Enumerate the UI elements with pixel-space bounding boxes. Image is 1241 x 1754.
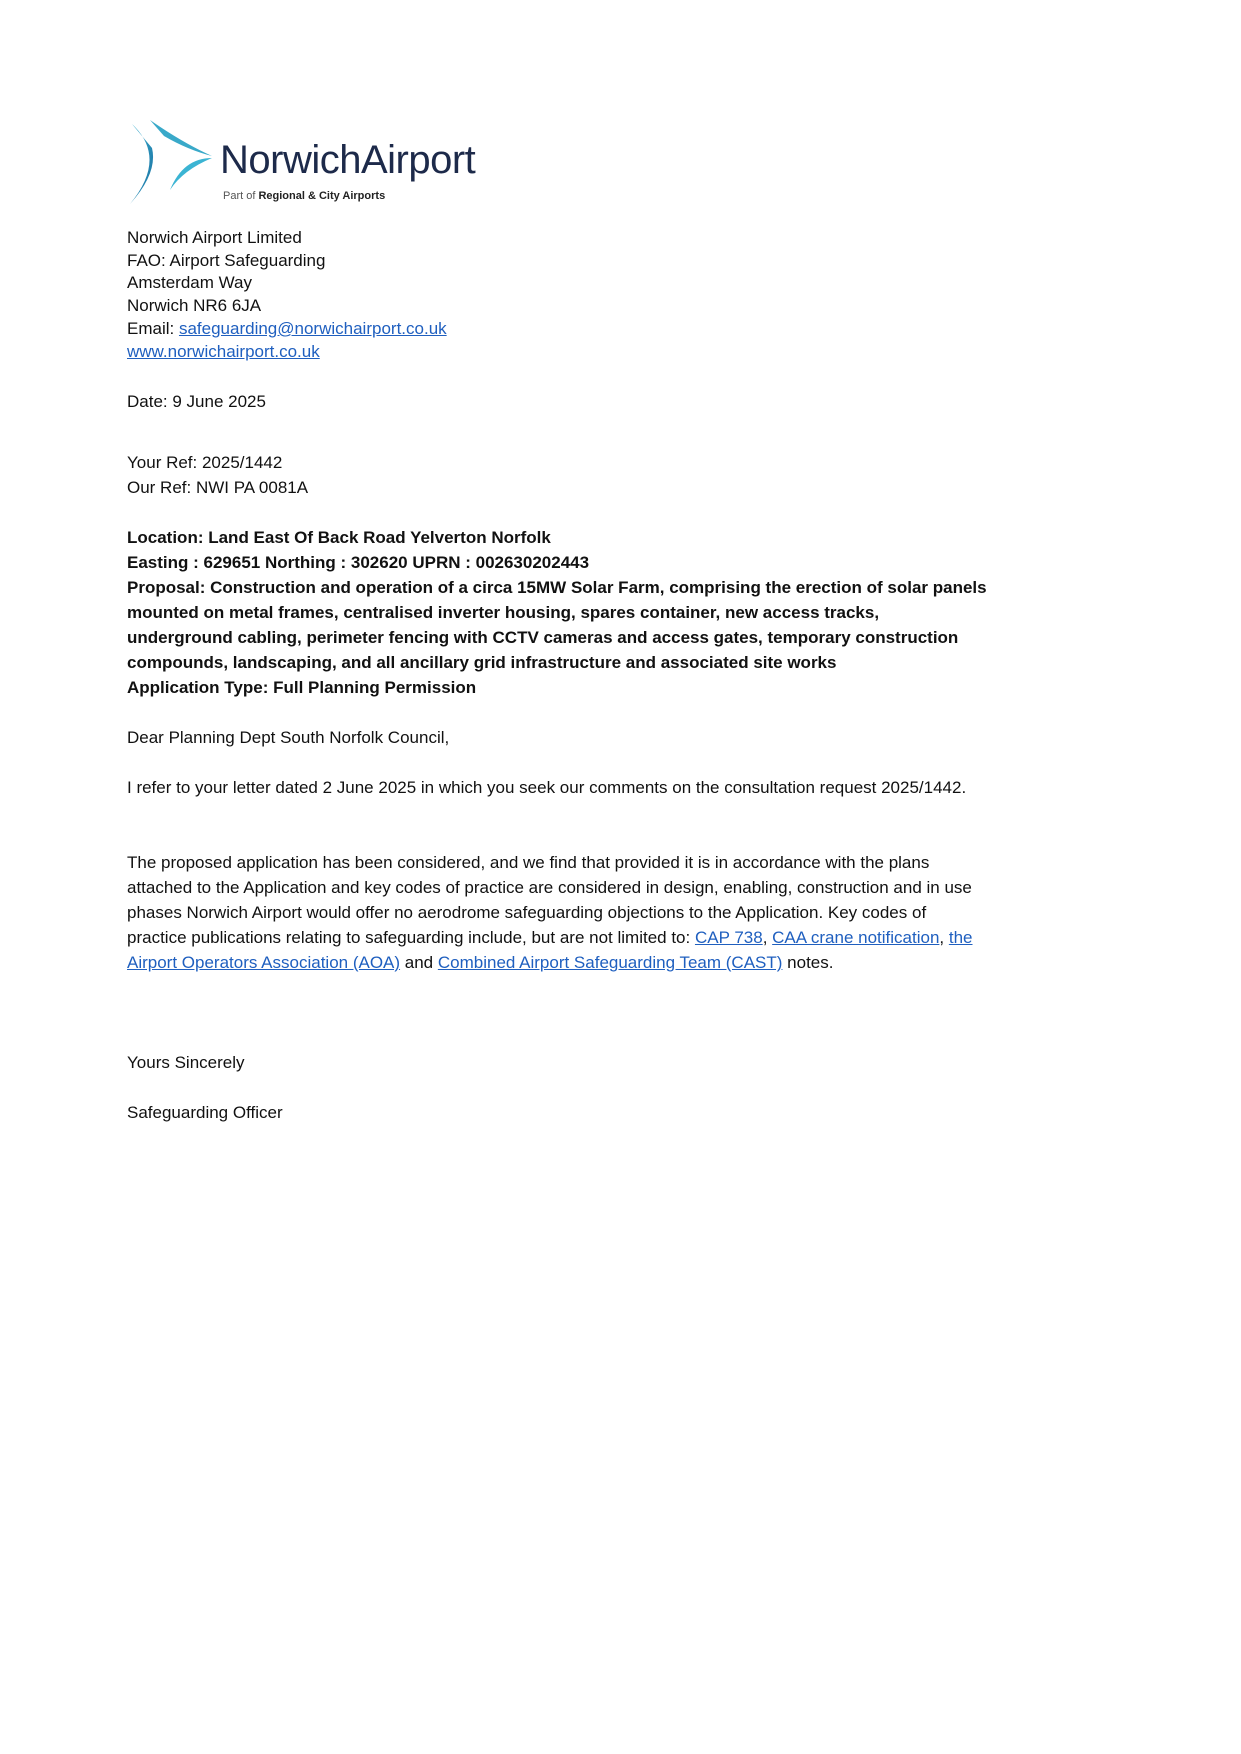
grid-reference: Easting : 629651 Northing : 302620 UPRN : 002630202443 — [127, 553, 590, 572]
email-label: Email: — [127, 318, 179, 338]
logo-tagline — [223, 190, 385, 202]
separator: and — [400, 953, 438, 972]
paragraph-end: notes. — [782, 953, 834, 972]
closing: Yours Sincerely — [127, 1053, 245, 1072]
signatory: Safeguarding Officer — [127, 1103, 283, 1122]
paragraph-reference: I refer to your letter dated 2 June 2025 in which you seek our comments on the consultation request 2025/1442. — [127, 778, 967, 797]
address-line: Amsterdam Way — [127, 273, 253, 293]
your-ref: Your Ref: 2025/1442 — [127, 453, 283, 472]
email-link[interactable]: safeguarding@norwichairport.co.uk — [178, 318, 447, 338]
cap-738-link[interactable]: CAP 738 — [694, 928, 763, 947]
our-ref: Our Ref: NWI PA 0081A — [127, 478, 309, 497]
logo-name-light: Airport — [360, 138, 476, 182]
caa-crane-notification-link[interactable]: CAA crane notification — [772, 928, 940, 947]
website-link[interactable]: www.norwichairport.co.uk — [127, 341, 320, 361]
email-line — [127, 318, 987, 341]
norwich-airport-logo — [128, 118, 493, 216]
paragraph-text: The proposed application has been considered, and we find that provided it is in accordance with the plans attached to the Application and key codes of practice are considered in design, enabling, construction and in use phases Norwich Airport would offer no aerodrome safeguarding objections to the Application. Key codes of practice publications relating to safeguarding include, but are not limited to: — [127, 853, 972, 947]
logo-wordmark — [220, 138, 475, 183]
aoa-link[interactable]: the Airport Operators Association (AOA) — [127, 928, 973, 972]
proposal: Proposal: Construction and operation of a circa 15MW Solar Farm, comprising the erection of solar panels mounted on metal frames, centralised inverter housing, spares container, new access tracks, underground cabling, perimeter fencing with CCTV cameras and access gates, temporary construction compounds, landscaping, and all ancillary grid infrastructure and associated site works — [127, 578, 987, 672]
address-line: Norwich NR6 6JA — [127, 296, 262, 316]
application-type: Application Type: Full Planning Permission — [127, 678, 477, 697]
location: Location: Land East Of Back Road Yelverton Norfolk — [127, 528, 551, 547]
separator: , — [762, 928, 773, 947]
salutation: Dear Planning Dept South Norfolk Council, — [127, 728, 450, 747]
paragraph-assessment — [127, 850, 987, 975]
tagline-prefix: Part of — [223, 190, 256, 202]
tagline-brand: Regional & City Airports — [258, 190, 386, 202]
address-line: FAO: Airport Safeguarding — [127, 250, 326, 270]
separator: , — [939, 928, 949, 947]
cast-link[interactable]: Combined Airport Safeguarding Team (CAST) — [437, 953, 783, 972]
logo-name-bold: Norwich — [220, 138, 361, 182]
references — [127, 450, 987, 500]
application-details — [127, 525, 987, 700]
address-line: Norwich Airport Limited — [127, 228, 302, 247]
sender-address — [127, 227, 987, 363]
letter-date: Date: 9 June 2025 — [127, 392, 266, 411]
airport-bird-logo-icon — [128, 118, 218, 213]
